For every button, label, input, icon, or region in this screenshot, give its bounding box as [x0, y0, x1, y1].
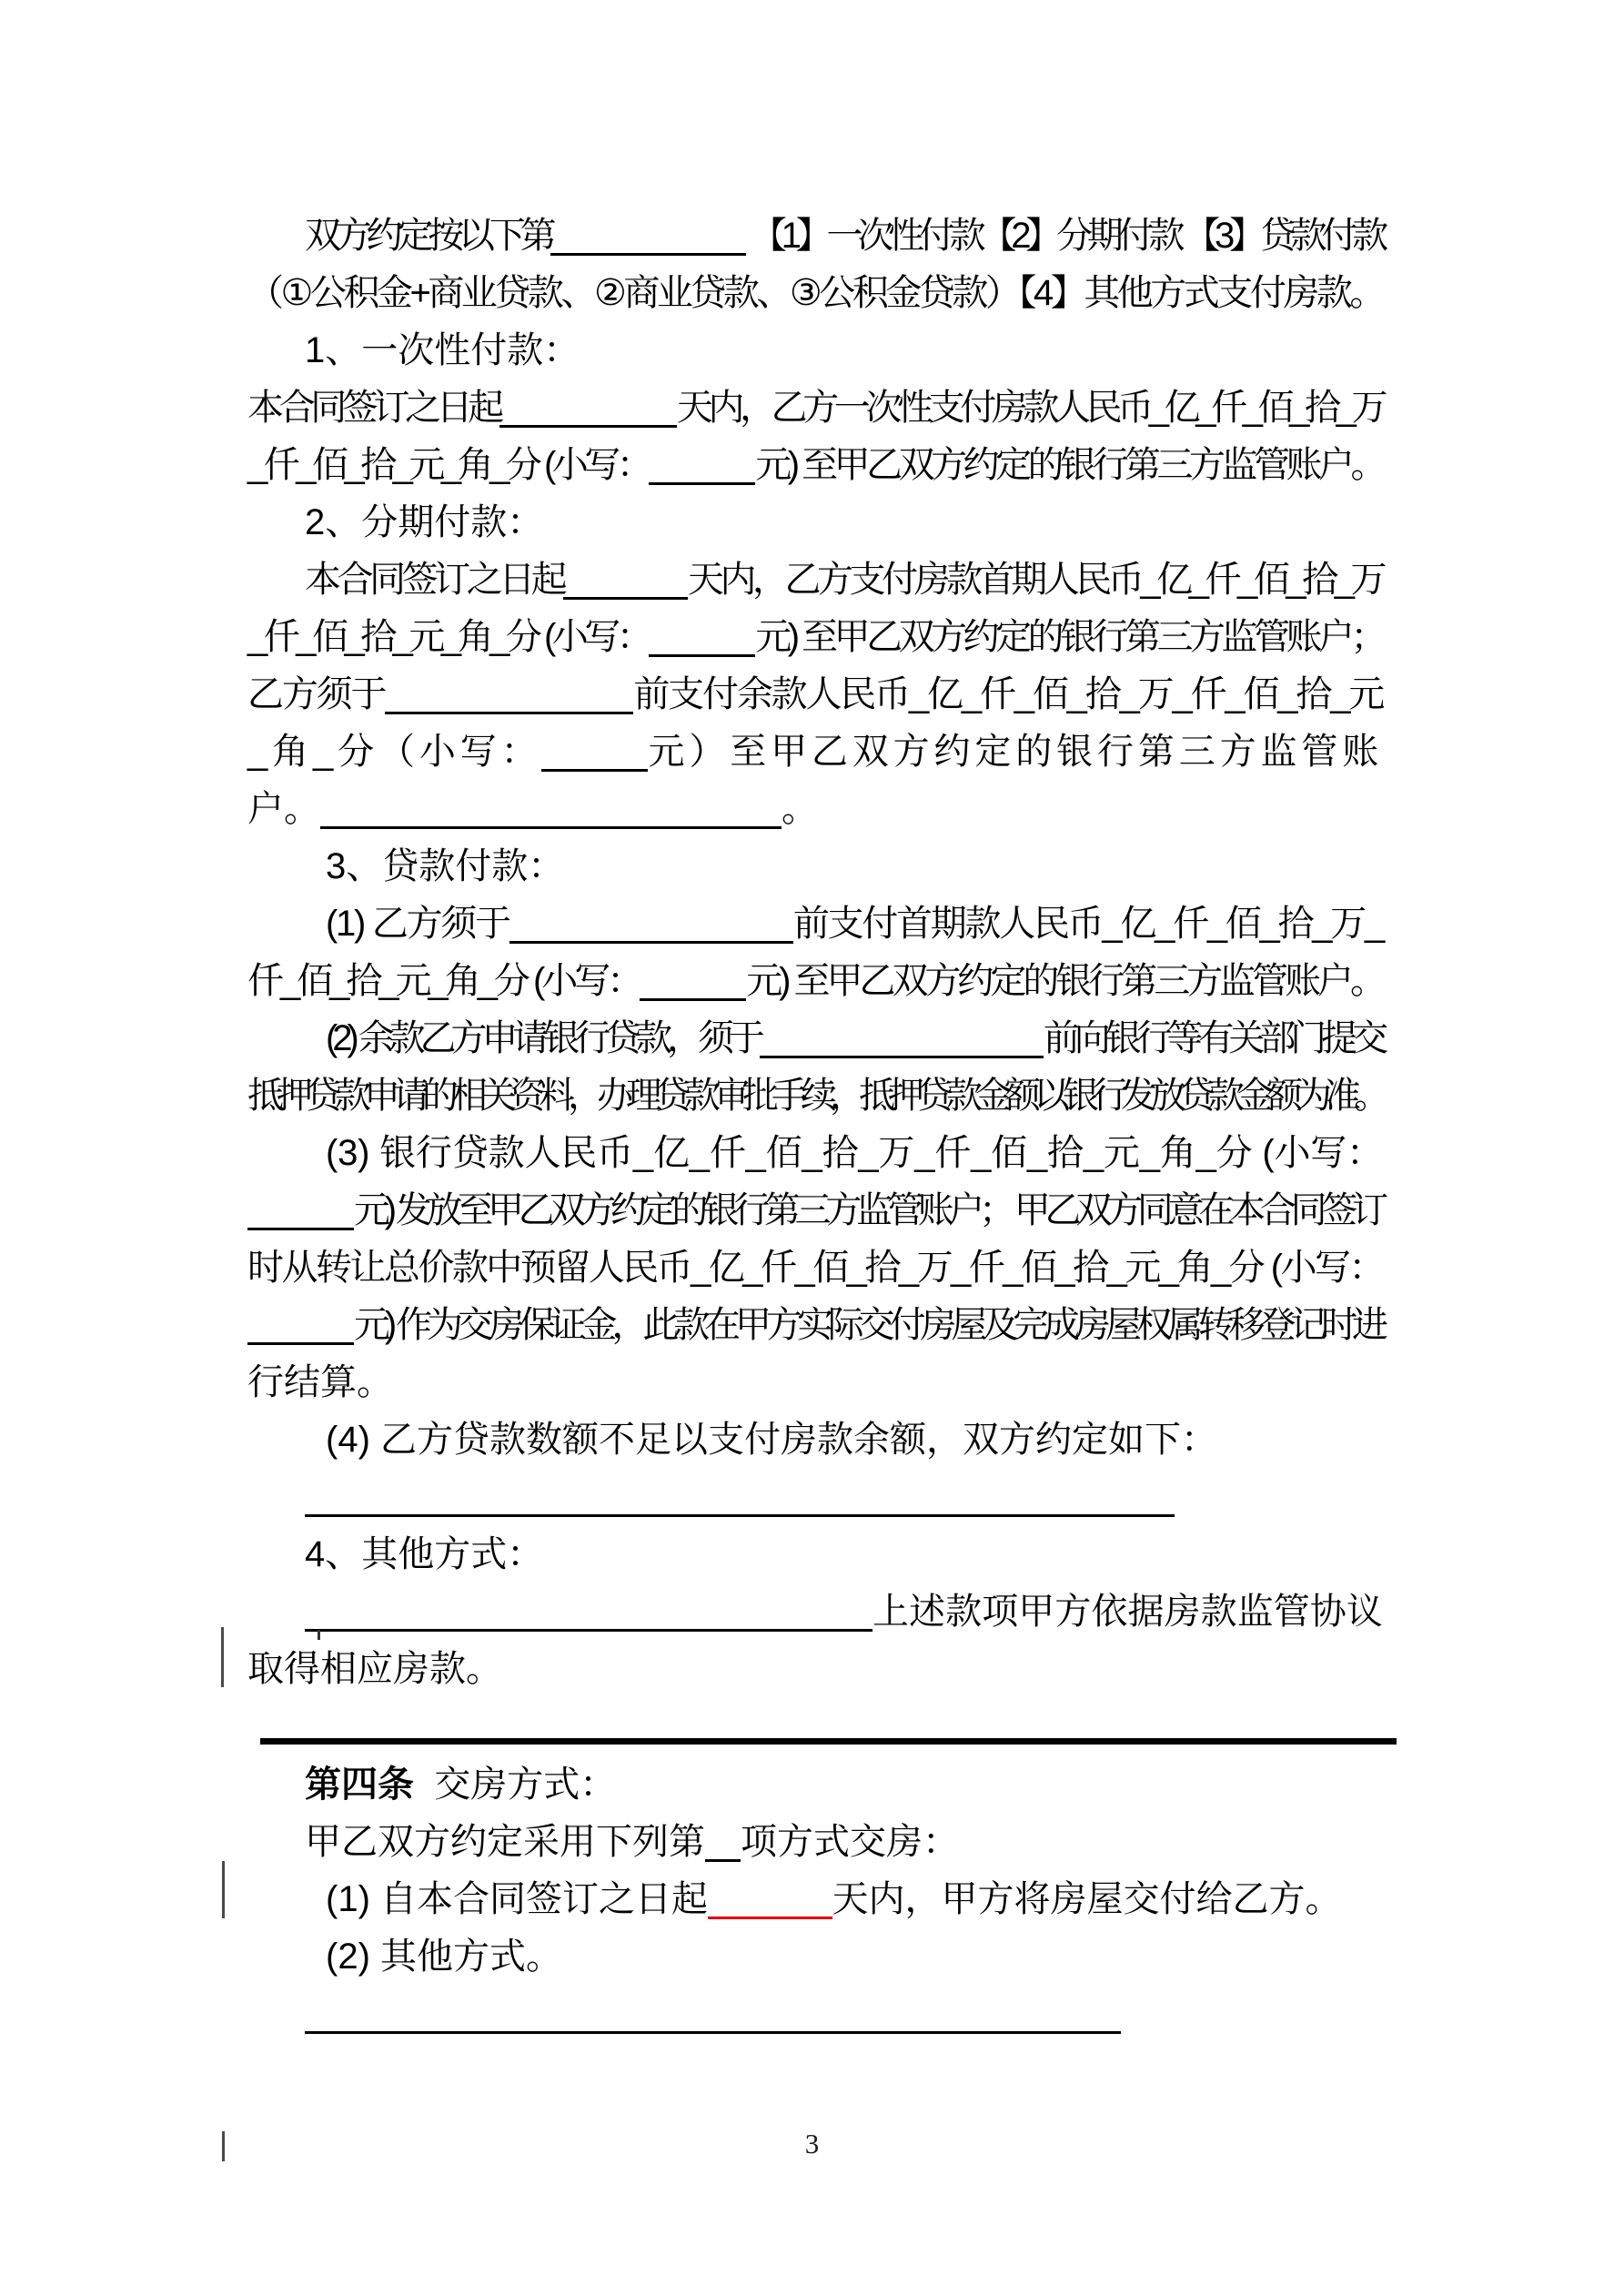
- loan-fill-blank-line: [247, 1469, 1383, 1526]
- section-divider-rule: [260, 1738, 1397, 1745]
- loan-line5: [247, 1125, 1383, 1182]
- other-method-heading: [247, 1526, 1383, 1583]
- text-run: 户。: [247, 789, 320, 829]
- line-content: [305, 1986, 1121, 2043]
- text-run: 取得相应房款。: [247, 1649, 502, 1689]
- text-run: 元）至甲乙双方约定的银行第三方监管账: [648, 732, 1384, 772]
- stray-mark: [318, 1630, 320, 1640]
- line-content: [247, 437, 1383, 494]
- blank-field: [247, 1302, 354, 1345]
- blank-field: [541, 729, 648, 772]
- revision-bar: [222, 1861, 225, 1918]
- line-content: [247, 953, 1383, 1010]
- text-run: (1) 乙方须于: [326, 904, 509, 944]
- text-run: 天内，乙方支付房款首期人民币_亿_仟_佰_拾_万: [687, 560, 1384, 600]
- line-content: [305, 1583, 1383, 1641]
- line-content: [305, 1526, 543, 1583]
- page-number: 3: [804, 2128, 820, 2159]
- blank-field: [640, 958, 746, 1001]
- line-content: [305, 1814, 959, 1871]
- line-content: [326, 895, 1383, 953]
- installment-line4: [247, 723, 1383, 781]
- revision-bar: [221, 1627, 224, 1687]
- loan-line2: [247, 953, 1383, 1010]
- text-run: 3、贷款付款：: [326, 846, 565, 886]
- other-method-line1: [247, 1583, 1383, 1641]
- text-run: 4、其他方式：: [305, 1534, 544, 1574]
- text-run: 甲乙双方约定采用下列第: [305, 1822, 705, 1862]
- text-run: (2) 余款乙方申请银行贷款，须于: [326, 1018, 760, 1058]
- text-run: 元) 至甲乙双方约定的银行第三方监管账户。: [746, 961, 1383, 1001]
- text-run: (2) 其他方式。: [326, 1937, 562, 1977]
- lump-sum-heading: [247, 322, 1383, 379]
- text-run: 前支付余款人民币_亿_仟_佰_拾_万_仟_佰_拾_元: [633, 674, 1384, 714]
- text-run: _角_分（小写：: [247, 732, 542, 772]
- line-content: [247, 609, 1383, 666]
- line-content: [247, 1067, 1383, 1125]
- loan-line4: [247, 1067, 1383, 1125]
- loan-line3: [247, 1010, 1383, 1067]
- line-content: [247, 781, 818, 838]
- line-content: [305, 207, 1383, 265]
- loan-line10: [247, 1411, 1383, 1469]
- blank-field: [305, 1474, 1175, 1517]
- blank-field: [305, 1991, 1121, 2034]
- line-content: [305, 322, 580, 379]
- line-content: [247, 1641, 502, 1698]
- text-run: 前向银行等有关部门提交: [1043, 1018, 1384, 1058]
- line-content: [247, 1354, 393, 1411]
- blank-field: [509, 901, 793, 944]
- installment-line3: [247, 666, 1383, 723]
- loan-heading: [247, 838, 1383, 895]
- red-blank-field: [708, 1876, 832, 1919]
- text-run: 元) 至甲乙双方约定的银行第三方监管账户；: [755, 617, 1383, 657]
- blank-field: [320, 786, 782, 829]
- line-content: [326, 1125, 1383, 1182]
- delivery-option1-line: [247, 1871, 1383, 1928]
- text-run: (1) 自本合同签订之日起: [326, 1879, 708, 1919]
- line-content: [247, 723, 1383, 781]
- line-content: [247, 1239, 1383, 1297]
- installment-line5: [247, 781, 1383, 838]
- loan-line9: [247, 1354, 1383, 1411]
- line-content: [305, 1469, 1175, 1526]
- blank-field: [705, 1819, 741, 1862]
- blank-field: [760, 1016, 1044, 1058]
- text-run: 本合同签订之日起: [247, 388, 499, 428]
- installment-heading: [247, 494, 1383, 551]
- text-run: 双方约定按以下第: [305, 216, 551, 256]
- text-run: 元) 至甲乙双方约定的银行第三方监管账户。: [755, 445, 1383, 485]
- blank-field: [550, 213, 746, 256]
- loan-line7: [247, 1239, 1383, 1297]
- loan-line6: [247, 1182, 1383, 1239]
- text-run: 项方式交房：: [741, 1822, 959, 1862]
- line-content: [305, 551, 1383, 609]
- installment-line1: [247, 551, 1383, 609]
- text-run: 行结算。: [247, 1362, 393, 1402]
- line-content: [305, 1756, 616, 1814]
- text-run: 前支付首期款人民币_亿_仟_佰_拾_万_: [792, 904, 1383, 944]
- text-run: 交房方式：: [414, 1765, 617, 1805]
- text-run: 。: [782, 789, 818, 829]
- text-run: 【1】一次性付款【2】分期付款 【3】贷款付款: [745, 216, 1384, 256]
- text-run: （①公积金+商业贷款、②商业贷款、③公积金贷款）【4】其他方式支付房款。: [247, 273, 1383, 313]
- text-run: 时从转让总价款中预留人民币_亿_仟_佰_拾_万_仟_佰_拾_元_角_分 (小写：: [247, 1248, 1383, 1288]
- delivery-intro-line: [247, 1814, 1383, 1871]
- text-run: 2、分期付款：: [305, 502, 544, 542]
- bold-text-run: 第四条: [305, 1765, 414, 1805]
- blank-field: [247, 1188, 354, 1230]
- loan-line8: [247, 1297, 1383, 1354]
- text-run: _仟_佰_拾_元_角_分 (小写：: [247, 617, 650, 657]
- lump-sum-line1: [247, 379, 1383, 437]
- line-content: [247, 265, 1383, 322]
- payment-method-options: [247, 265, 1383, 322]
- blank-field: [499, 385, 677, 428]
- text-run: 抵押贷款申请的相关资料，办理贷款审批手续，抵押贷款金额以银行发放贷款金额为准。: [247, 1076, 1383, 1116]
- text-run: 本合同签订之日起: [305, 560, 564, 600]
- blank-field: [305, 1589, 873, 1632]
- text-run: 1、一次性付款：: [305, 330, 580, 370]
- other-method-line2: [247, 1641, 1383, 1698]
- text-run: (4) 乙方贷款数额不足以支付房款余额，双方约定如下：: [326, 1420, 1217, 1460]
- text-run: (3) 银行贷款人民币_亿_仟_佰_拾_万_仟_佰_拾_元_角_分 (小写：: [326, 1133, 1383, 1173]
- blank-field: [385, 672, 633, 714]
- document-body: [247, 207, 1383, 2043]
- delivery-section-heading: [247, 1756, 1383, 1814]
- blank-field: [563, 557, 688, 600]
- delivery-fill-blank-line: [247, 1986, 1383, 2043]
- text-run: 乙方须于: [247, 674, 386, 714]
- text-run: 元) 发放至甲乙双方约定的银行第三方监管账户； 甲乙双方同意在本合同签订: [354, 1190, 1383, 1230]
- line-content: [326, 838, 564, 895]
- text-run: 元) 作为交房保证金，此款在甲方实际交付房屋及完成房屋权属转移登记时进: [354, 1305, 1383, 1345]
- text-run: _仟_佰_拾_元_角_分 (小写：: [247, 445, 650, 485]
- line-content: [247, 1297, 1383, 1354]
- lump-sum-line2: [247, 437, 1383, 494]
- payment-method-choice: [247, 207, 1383, 265]
- line-content: [326, 1928, 562, 1986]
- installment-line2: [247, 609, 1383, 666]
- text-run: 天内，乙方一次性支付房款人民币_亿_仟_佰_拾_万: [676, 388, 1384, 428]
- delivery-option2-line: [247, 1928, 1383, 1986]
- text-run: 上述款项甲方依据房款监管协议: [873, 1592, 1383, 1632]
- line-content: [326, 1411, 1217, 1469]
- line-content: [326, 1010, 1383, 1067]
- line-content: [305, 494, 543, 551]
- text-run: 天内，甲方将房屋交付给乙方。: [832, 1879, 1342, 1919]
- line-content: [247, 666, 1383, 723]
- line-content: [247, 379, 1383, 437]
- line-content: [326, 1871, 1342, 1928]
- loan-line1: [247, 895, 1383, 953]
- text-run: 仟_佰_拾_元_角_分 (小写：: [247, 961, 641, 1001]
- blank-field: [649, 614, 755, 657]
- blank-field: [649, 442, 755, 485]
- line-content: [247, 1182, 1383, 1239]
